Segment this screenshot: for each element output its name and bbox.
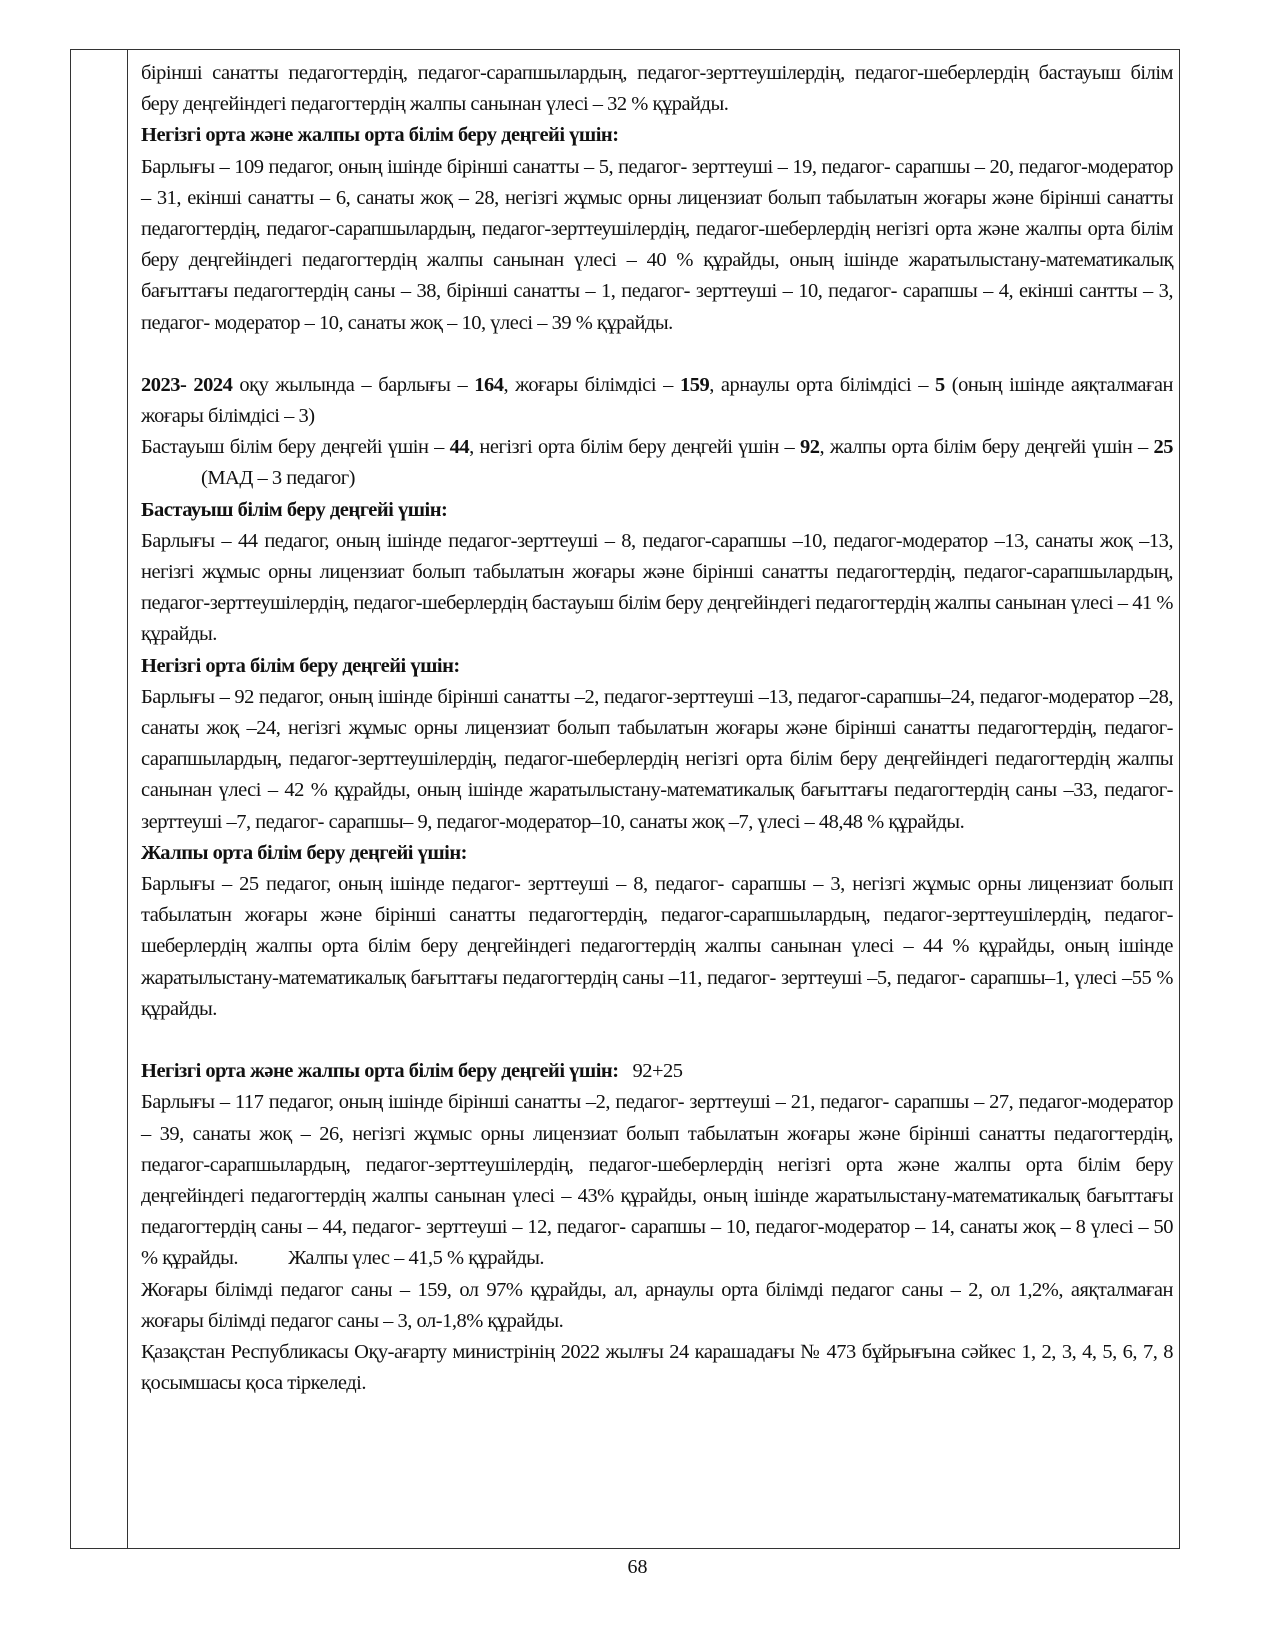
combined-sum: 92+25 <box>632 1060 683 1083</box>
higher-ed-count: 159 <box>679 373 710 396</box>
mad-note: (МАД – 3 педагог) <box>201 467 355 490</box>
heading-general: Жалпы орта білім беру деңгейі үшін: <box>141 841 467 864</box>
table-cell-content <box>141 58 1173 1399</box>
text: , арнаулы орта білімдісі – <box>709 373 936 396</box>
year-label: 2023- 2024 <box>141 373 233 396</box>
heading-basic-general: Негізгі орта және жалпы орта білім беру деңгейі үшін: <box>141 124 619 147</box>
paragraph-basic-general: Барлығы – 109 педагог, оның ішінде бірінші санатты – 5, педагог- зерттеуші – 19, педагог- сарапшы – 20, педагог-модератор – 31, екінші санатты – 6, санаты жоқ – 28, негізгі жұмыс орны лицензиат болып табылатын жоғары және бірінші санатты педагогтердің, педагог-сарапшылардың, педагог-зерттеушілердің, педагог-шеберлердің негізгі орта және жалпы орта білім беру деңгейіндегі педагогтердің жалпы санынан үлесі – 40 % құрайды, оның ішінде жаратылыстану-математикалық бағыттағы педагогтердің саны – 38, бірінші санатты – 1, педагог- зерттеуші – 10, педагог- сарапшы – 4, екінші сантты – 3, педагог- модератор – 10, санаты жоқ – 10, үлесі – 39 % құрайды. <box>141 155 1173 334</box>
total-count: 164 <box>474 373 504 396</box>
text: , жоғары білімдісі – <box>503 373 680 396</box>
paragraph-order: Қазақстан Республикасы Оқу-ағарту министрінің 2022 жылғы 24 карашадағы № 473 бұйрығына сәйкес 1, 2, 3, 4, 5, 6, 7, 8 қосымшасы қоса тіркеледі. <box>141 1340 1173 1395</box>
overall-share: Жалпы үлес – 41,5 % құрайды. <box>288 1247 545 1270</box>
text: , негізгі орта білім беру деңгейі үшін – <box>469 436 801 459</box>
text: Барлығы – 117 педагог, оның ішінде бірінші санатты –2, педагог- зерттеуші – 21, педагог- сарапшы – 27, педагог-модератор – 39, санаты жоқ – 26, негізгі жұмыс орны лицензиат болып табылатын жоғары және бірінші санатты педагогтердің, педагог-сарапшылардың, педагог-зерттеушілердің, педагог-шеберлердің негізгі орта және жалпы орта білім беру деңгейіндегі педагогтердің жалпы санынан үлесі – 43% құрайды, оның ішінде жаратылыстану-математикалық бағыттағы педагогтердің саны – 44, педагог- зерттеуші – 12, педагог- сарапшы – 10, педагог-модератор – 14, санаты жоқ – 8 үлесі – 50 % құрайды. <box>141 1091 1173 1270</box>
paragraph-general: Барлығы – 25 педагог, оның ішінде педагог- зерттеуші – 8, педагог- сарапшы – 3, негізгі жұмыс орны лицензиат болып табылатын жоғары және бірінші санатты педагогтердің, педагог-сарапшылардың, педагог-зерттеушілердің, педагог-шеберлердің жалпы орта білім беру деңгейіндегі педагогтердің жалпы санынан үлесі – 44 % құрайды, оның ішінде жаратылыстану-математикалық бағыттағы педагогтердің саны –11, педагог- зерттеуші –5, педагог- сарапшы–1, үлесі –55 % құрайды. <box>141 873 1173 1020</box>
primary-count: 44 <box>449 436 470 459</box>
text: оқу жылында – барлығы – <box>232 373 475 396</box>
text: (оның ішінде аяқталмаған жоғары білімдісі – 3) <box>141 373 1173 428</box>
paragraph-primary: Барлығы – 44 педагог, оның ішінде педагог-зерттеуші – 8, педагог-сарапшы –10, педагог-модератор –13, санаты жоқ –13, негізгі жұмыс орны лицензиат болып табылатын жоғары және бірінші санатты педагогтердің, педагог-сарапшылардың, педагог-зерттеушілердің, педагог-шеберлердің бастауыш білім беру деңгейіндегі педагогтердің жалпы санынан үлесі – 41 % құрайды. <box>141 529 1173 646</box>
heading-combined: Негізгі орта және жалпы орта білім беру деңгейі үшін: <box>141 1060 619 1083</box>
text: , жалпы орта білім беру деңгейі үшін – <box>819 436 1154 459</box>
spacer <box>141 339 1173 370</box>
paragraph-year-intro <box>141 370 1173 432</box>
special-ed-count: 5 <box>935 373 945 396</box>
paragraph-combined <box>141 1087 1173 1274</box>
document-table <box>70 49 1180 1549</box>
column-divider <box>127 50 128 1548</box>
paragraph-level-counts <box>141 432 1173 494</box>
heading-primary: Бастауыш білім беру деңгейі үшін: <box>141 498 448 521</box>
heading-combined-row <box>141 1056 1173 1087</box>
paragraph-primary-share: бірінші санатты педагогтердің, педагог-сарапшылардың, педагог-зерттеушілердің, педагог-шеберлердің бастауыш білім беру деңгейіндегі педагогтердің жалпы санынан үлесі – 32 % құрайды. <box>141 62 1173 116</box>
paragraph-education: Жоғары білімді педагог саны – 159, ол 97% құрайды, ал, арнаулы орта білімді педагог саны – 2, ол 1,2%, аяқталмаған жоғары білімді педагог саны – 3, ол-1,8% құрайды. <box>141 1278 1173 1332</box>
general-count: 25 <box>1153 436 1173 459</box>
spacer <box>141 1025 1173 1056</box>
heading-basic: Негізгі орта білім беру деңгейі үшін: <box>141 654 460 677</box>
paragraph-basic: Барлығы – 92 педагог, оның ішінде бірінші санатты –2, педагог-зерттеуші –13, педагог-сарапшы–24, педагог-модератор –28, санаты жоқ –24, негізгі жұмыс орны лицензиат болып табылатын жоғары және бірінші санатты педагогтердің, педагог-сарапшылардың, педагог-зерттеушілердің, педагог-шеберлердің негізгі орта білім беру деңгейіндегі педагогтердің жалпы санынан үлесі – 42 % құрайды, оның ішінде жаратылыстану-математикалық бағыттағы педагогтердің саны –33, педагог-зерттеуші –7, педагог- сарапшы– 9, педагог-модератор–10, санаты жоқ –7, үлесі – 48,48 % құрайды. <box>141 685 1173 833</box>
text: Бастауыш білім беру деңгейі үшін – <box>141 436 450 459</box>
basic-count: 92 <box>800 436 820 459</box>
page-number: 68 <box>627 1556 648 1578</box>
